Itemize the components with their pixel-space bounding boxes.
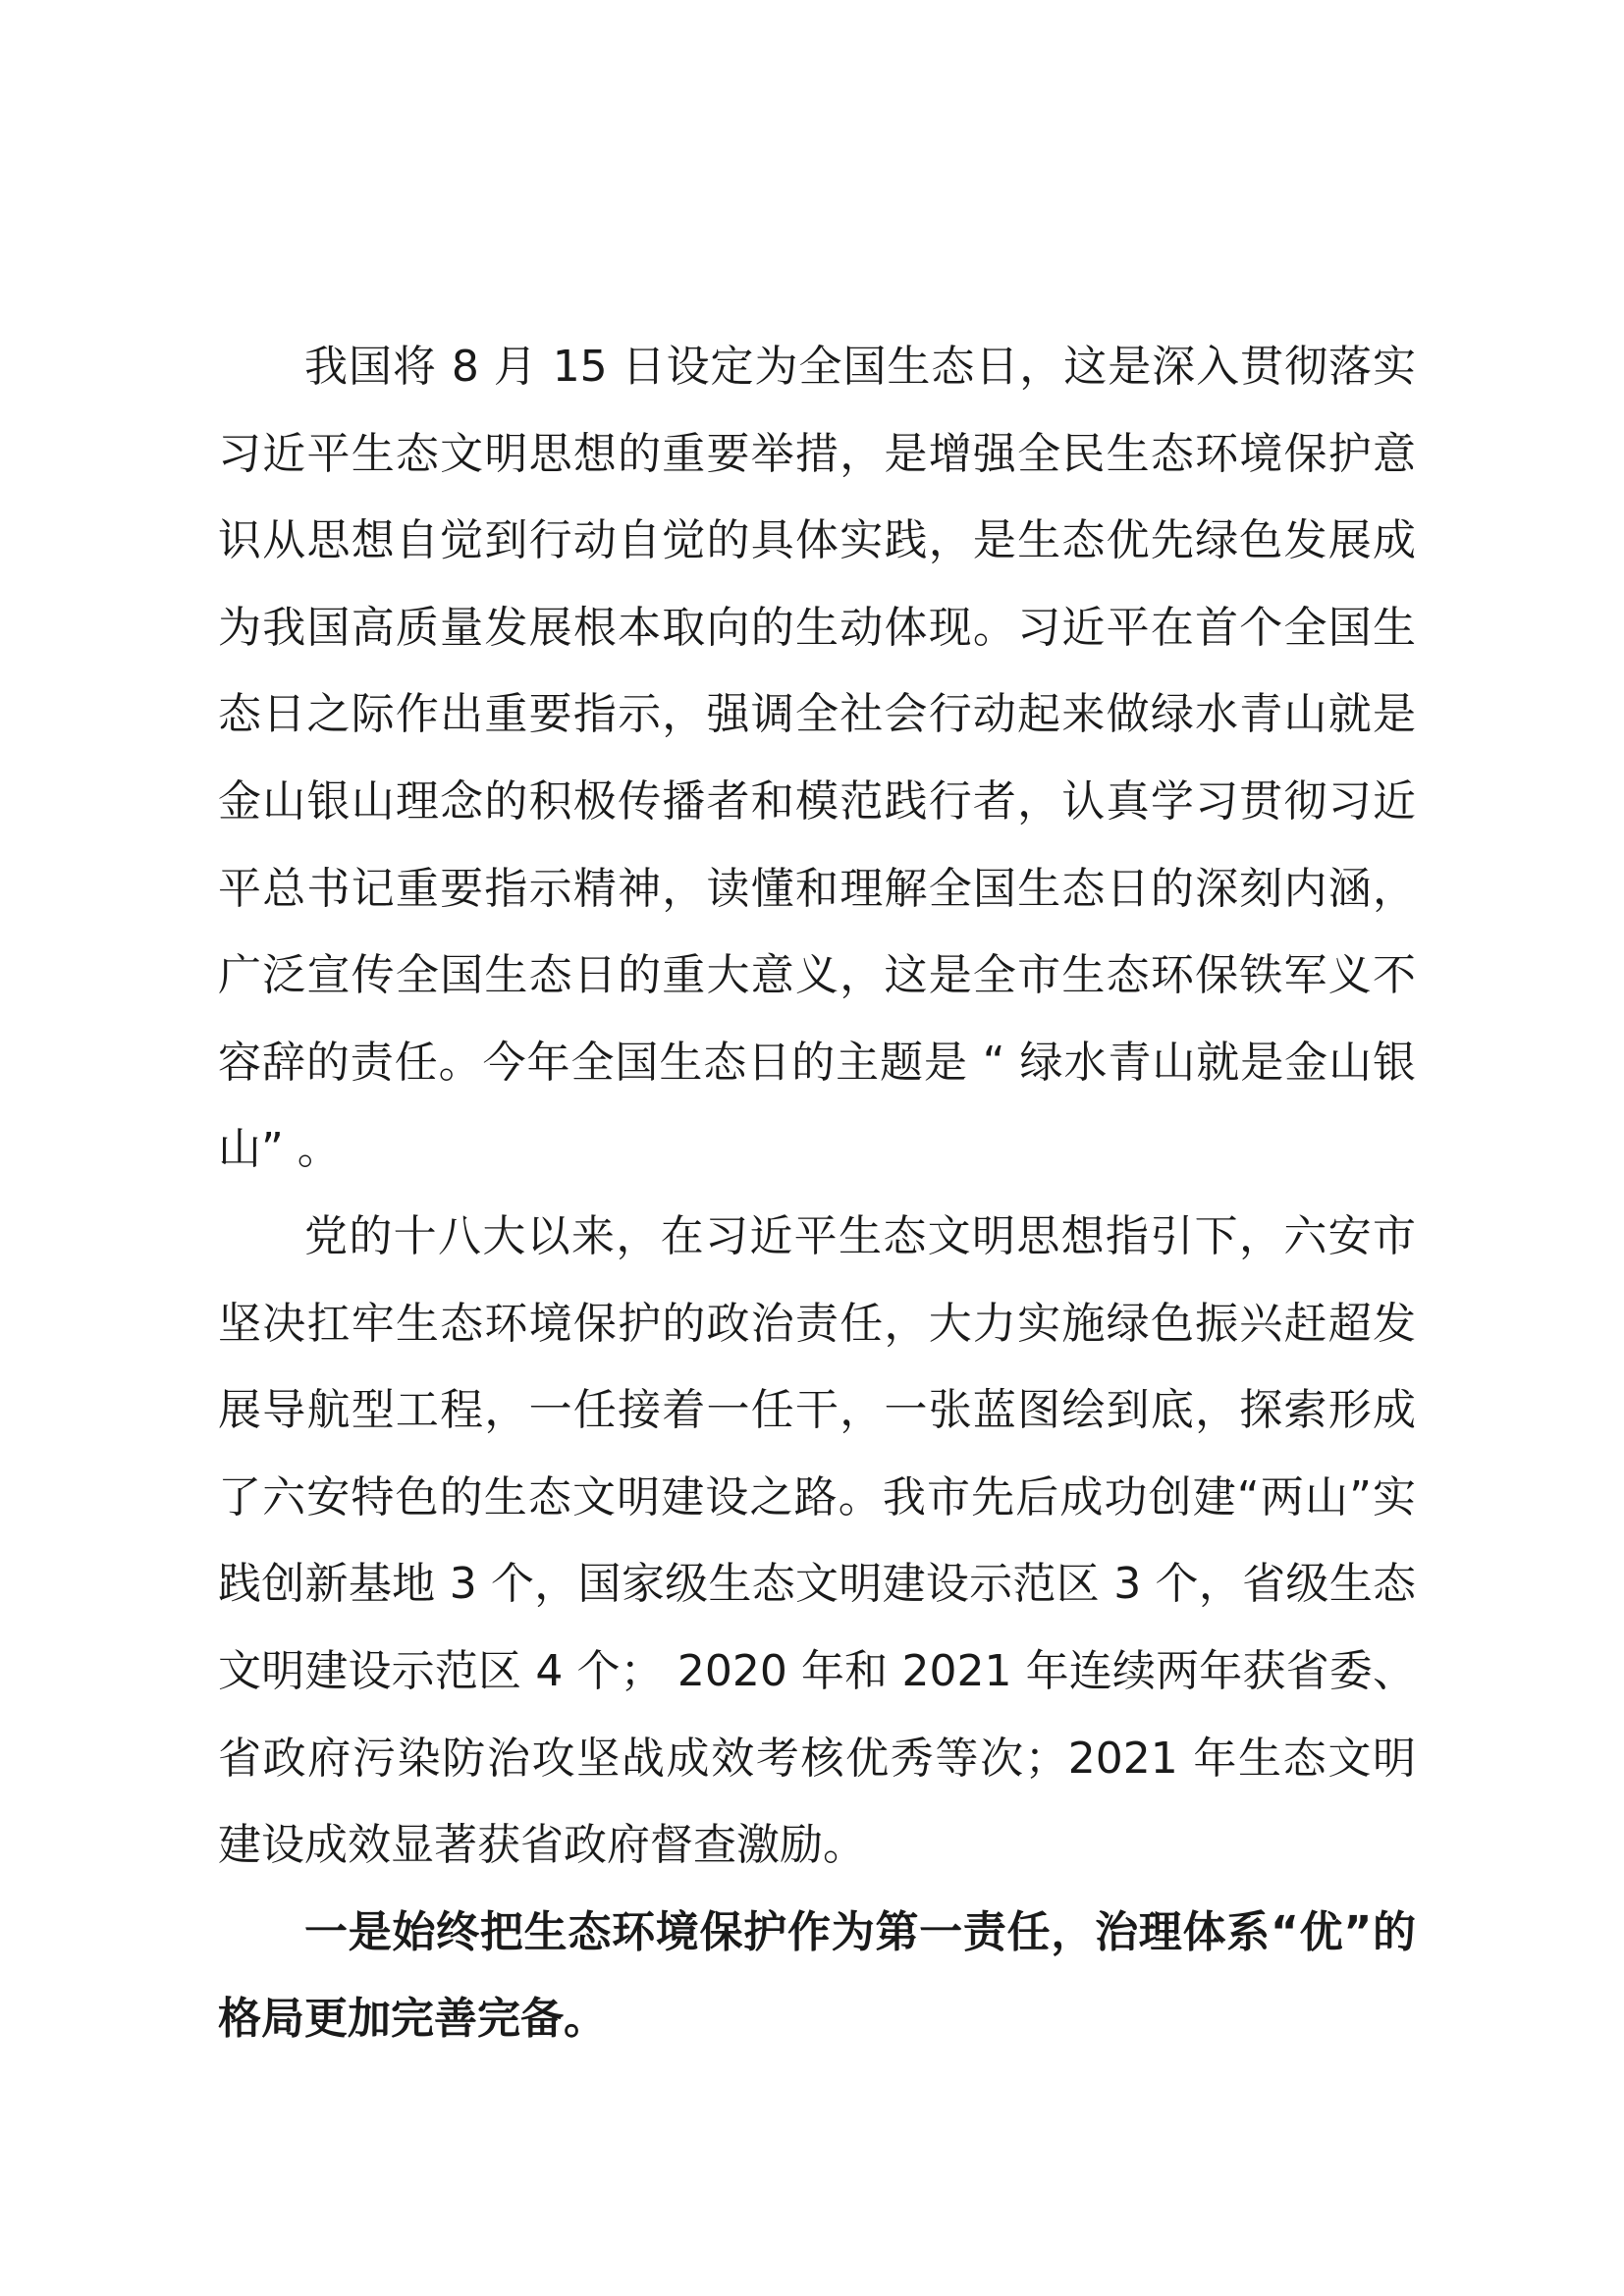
paragraph-heading-first-point: 一是始终把生态环境保护作为第一责任，治理体系“优”的格局更加完善完备。 (218, 1906, 1416, 2045)
body-text (218, 324, 1416, 2063)
paragraph-intro: 我国将 8 月 15 日设定为全国生态日，这是深入贯彻落实习近平生态文明思想的重要举措，是增强全民生态环境保护意识从思想自觉到行动自觉的具体实践，是生态优先绿色发展成为我国高质量发展根本取向的生动体现。习近平在首个全国生态日之际作出重要指示，强调全社会行动起来做绿水青山就是金山银山理念的积极传播者和模范践行者，认真学习贯彻习近平总书记重要指示精神，读懂和理解全国生态日的深刻内涵，广泛宣传全国生态日的重大意义，这是全市生态环保铁军义不容辞的责任。今年全国生态日的主题是 “ 绿水青山就是金山银山” 。 (218, 342, 1416, 1175)
paragraph-achievements: 党的十八大以来，在习近平生态文明思想指引下，六安市坚决扛牢生态环境保护的政治责任，大力实施绿色振兴赶超发展导航型工程，一任接着一任干，一张蓝图绘到底，探索形成了六安特色的生态文明建设之路。我市先后成功创建“两山”实践创新基地 3 个，国家级生态文明建设示范区 3 个，省级生态文明建设示范区 4 个； 2020 年和 2021 年连续两年获省委、省政府污染防治攻坚战成效考核优秀等次；2021 年生态文明建设成效显著获省政府督查激励。 (218, 1210, 1416, 1871)
